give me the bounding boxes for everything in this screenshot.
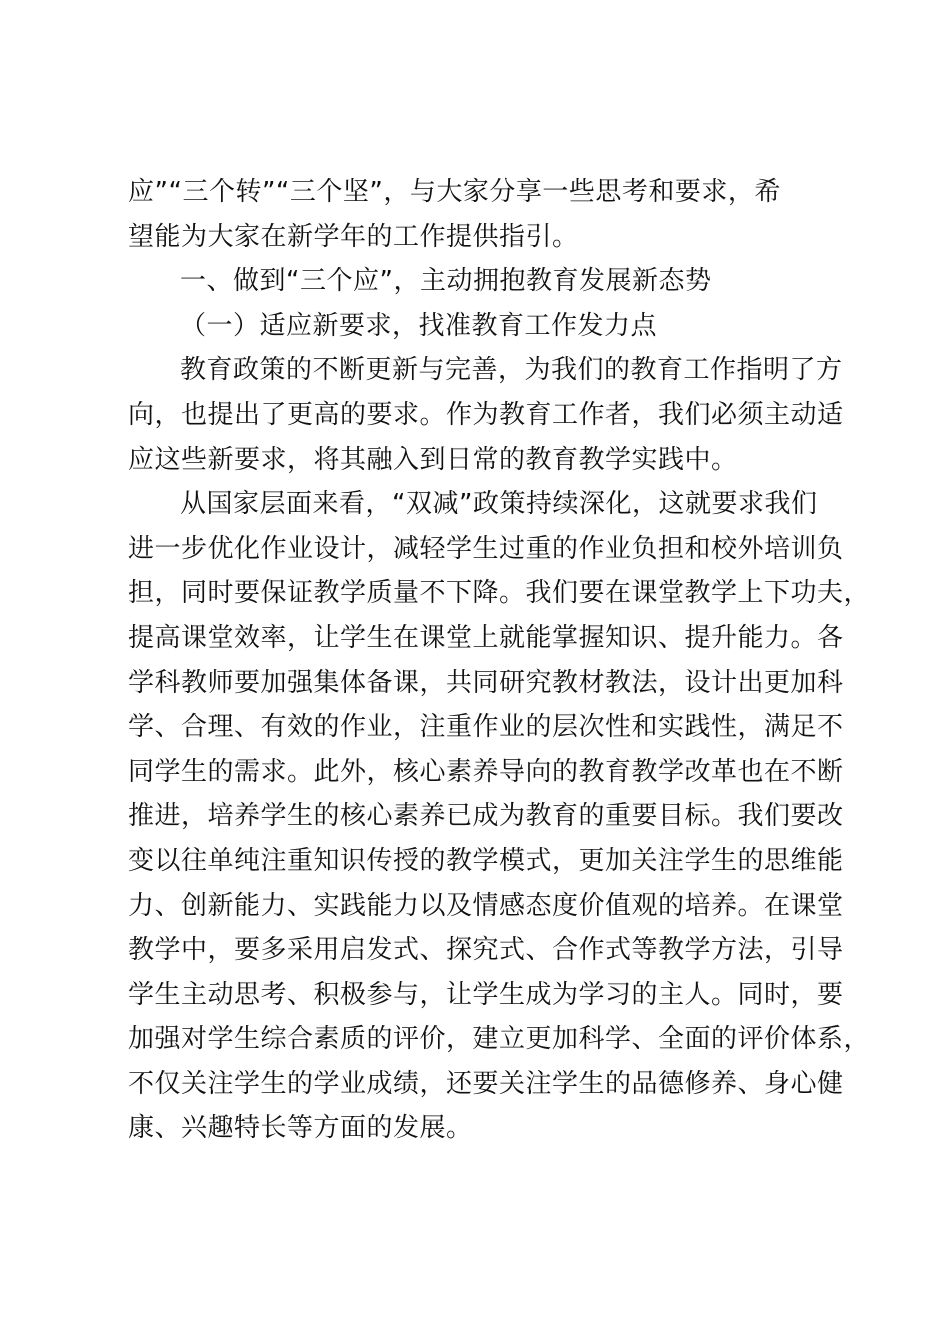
paragraph-line: 加强对学生综合素质的评价，建立更加科学、全面的评价体系， — [128, 1024, 871, 1055]
paragraph-line: 教学中，要多采用启发式、探究式、合作式等教学方法，引导 — [128, 935, 844, 966]
paragraph-line: 力、创新能力、实践能力以及情感态度价值观的培养。在课堂 — [128, 890, 844, 921]
paragraph-line: 进一步优化作业设计，减轻学生过重的作业负担和校外培训负 — [128, 533, 844, 564]
subsection-heading: （一）适应新要求，找准教育工作发力点 — [180, 310, 658, 341]
paragraph-line: 向，也提出了更高的要求。作为教育工作者，我们必须主动适 — [128, 399, 844, 430]
paragraph-line: 不仅关注学生的学业成绩，还要关注学生的品德修养、身心健 — [128, 1068, 844, 1099]
section-heading: 一、做到“三个应”，主动拥抱教育发展新态势 — [180, 266, 712, 297]
paragraph-line: 学科教师要加强集体备课，共同研究教材教法，设计出更加科 — [128, 667, 844, 698]
paragraph-line: 望能为大家在新学年的工作提供指引。 — [128, 221, 579, 252]
paragraph-line: 提高课堂效率，让学生在课堂上就能掌握知识、提升能力。各 — [128, 622, 844, 653]
paragraph-line: 应”“三个转”“三个坚”，与大家分享一些思考和要求，希 — [128, 177, 781, 207]
paragraph-line: 同学生的需求。此外，核心素养导向的教育教学改革也在不断 — [128, 756, 844, 787]
paragraph-line: 变以往单纯注重知识传授的教学模式，更加关注学生的思维能 — [128, 845, 844, 876]
paragraph-line: 学、合理、有效的作业，注重作业的层次性和实践性，满足不 — [128, 712, 844, 743]
paragraph-line: 担，同时要保证教学质量不下降。我们要在课堂教学上下功夫， — [128, 578, 871, 609]
paragraph-line: 学生主动思考、积极参与，让学生成为学习的主人。同时，要 — [128, 979, 844, 1010]
paragraph-line: 推进，培养学生的核心素养已成为教育的重要目标。我们要改 — [128, 801, 844, 832]
paragraph-line: 教育政策的不断更新与完善，为我们的教育工作指明了方 — [180, 355, 843, 386]
paragraph-line: 康、兴趣特长等方面的发展。 — [128, 1113, 473, 1144]
paragraph-line: 应这些新要求，将其融入到日常的教育教学实践中。 — [128, 444, 738, 475]
paragraph-line: 从国家层面来看，“双减”政策持续深化，这就要求我们 — [180, 489, 818, 520]
document-body — [128, 170, 871, 1151]
